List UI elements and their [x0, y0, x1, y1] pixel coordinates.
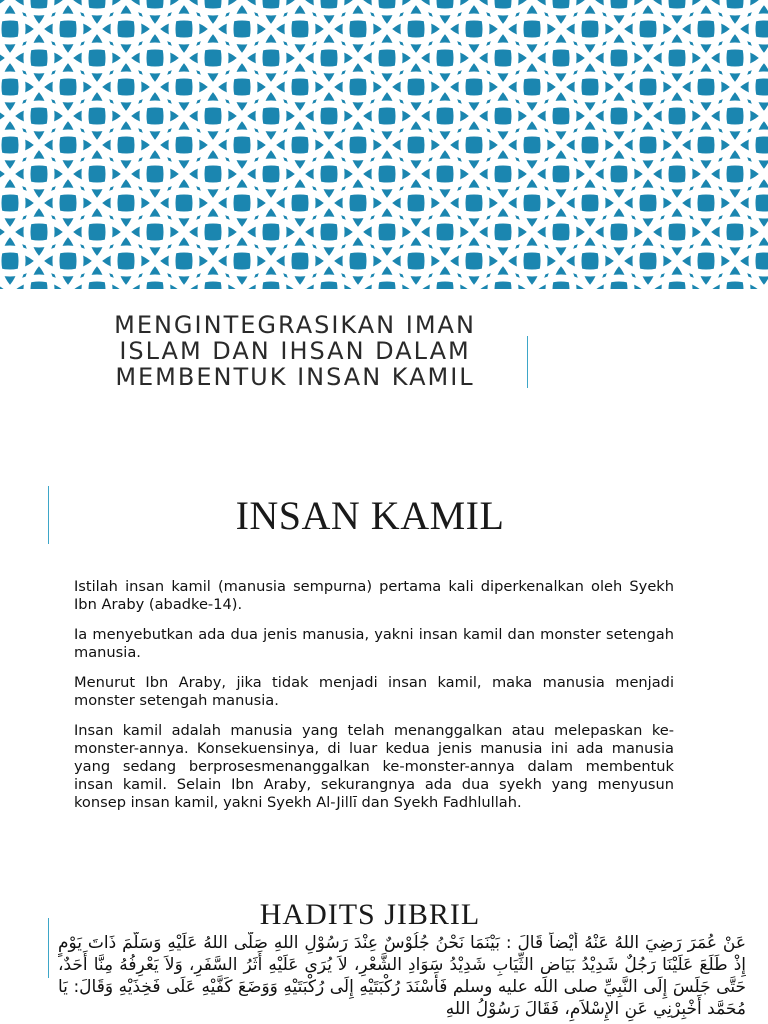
paragraph-4: Insan kamil adalah manusia yang telah menanggalkan atau melepaskan ke-monster-annya. Konsekuensinya, di luar kedua jenis manusia ini ada manusia yang sedang berprosesmenanggalkan ke-monster-annya dalam membentuk insan kamil. Selain Ibn Araby, sekurangnya ada dua syekh yang menyusun konsep insan kamil, yakni Syekh Al-Jillī dan Syekh Fadhlullah. [74, 722, 674, 811]
slide2-body [74, 578, 674, 824]
paragraph-1: Istilah insan kamil (manusia sempurna) pertama kali diperkenalkan oleh Syekh Ibn Araby (abadke-14). [74, 578, 674, 613]
title-accent-line [527, 336, 528, 388]
paragraph-3: Menurut Ibn Araby, jika tidak menjadi insan kamil, maka manusia menjadi monster setengah manusia. [74, 674, 674, 709]
slide-title-hadits-jibril: HADITS JIBRIL [259, 898, 481, 931]
slide-title-insan-kamil: INSAN KAMIL [235, 493, 505, 538]
title-line-2: ISLAM DAN IHSAN DALAM [119, 337, 471, 365]
title-line-3: MEMBENTUK INSAN KAMIL [115, 363, 475, 391]
banner-pattern [0, 0, 768, 289]
paragraph-2: Ia menyebutkan ada dua jenis manusia, yakni insan kamil dan monster setengah manusia. [74, 626, 674, 661]
title-line-1: MENGINTEGRASIKAN IMAN [114, 311, 476, 339]
presentation-title [60, 312, 530, 390]
banner-pattern-graphic [0, 0, 768, 289]
hadith-arabic-text: عَنْ عُمَرَ رَضِيَ اللهُ عَنْهُ أَيْضاً قَالَ : بَيْنَمَا نَحْنُ جُلُوْسٌ عِنْدَ رَسُوْلِ اللهِ صَلَّى اللهُ عَلَيْهِ وَسَلَّمَ ذَاتَ يَوْمٍ إِذْ طَلَعَ عَلَيْنَا رَجُلٌ شَدِيْدُ بَيَاضِ الثِّيَابِ شَدِيْدُ سَوَادِ الشَّعْرِ، لاَ يُرَى عَلَيْهِ أَثَرُ السَّفَرِ، وَلاَ يَعْرِفُهُ مِنَّا أَحَدٌ، حَتَّى جَلَسَ إِلَى النَّبِيِّ صلى الله عليه وسلم فَأَسْنَدَ رُكْبَتَيْهِ إِلَى رُكْبَتَيْهِ وَوَضَعَ كَفَّيْهِ عَلَى فَخِذَيْهِ وَقَالَ: يَا مُحَمَّد أَخْبِرْنِي عَنِ الإِسْلاَمِ، فَقَالَ رَسُوْلُ اللهِ [58, 933, 746, 1019]
